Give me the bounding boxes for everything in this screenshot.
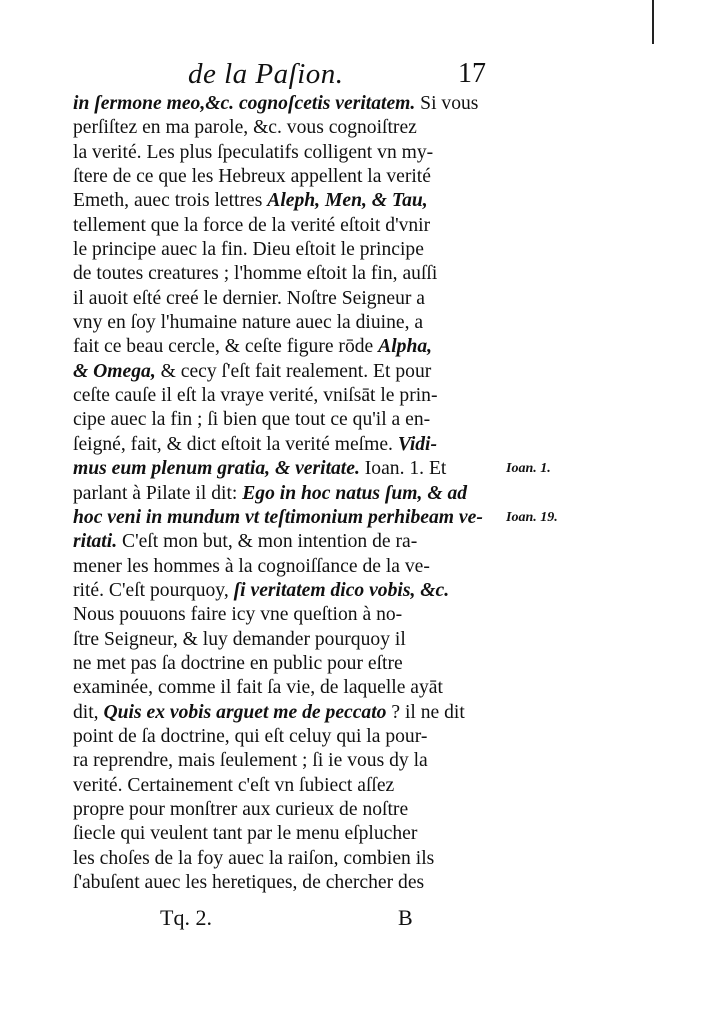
text-run: cipe auec la fin ; ſi bien que tout ce qu'il a en- [73, 409, 431, 431]
text-run: perſiſtez en ma parole, &c. vous cognoiſtrez [73, 117, 417, 139]
text-run: de toutes creatures ; l'homme eſtoit la fin, auſſi [73, 263, 438, 285]
text-run: rité. C'eſt pourquoy, [73, 579, 234, 601]
italic-quote: Alpha, [378, 336, 433, 358]
text-line [73, 335, 501, 359]
italic-quote: & Omega, [73, 360, 156, 382]
text-run: tellement que la force de la verité eſtoit d'vnir [73, 214, 431, 236]
text-line [73, 189, 501, 213]
text-run: ? il ne dit [386, 701, 465, 723]
text-line [73, 530, 501, 554]
text-line [73, 701, 501, 725]
text-line [73, 482, 501, 506]
italic-quote: mus eum plenum gratia, & veritate. [73, 458, 360, 480]
text-run: mener les hommes à la cognoiſſance de la ve- [73, 555, 430, 577]
text-line [73, 384, 501, 408]
text-run: C'eſt mon but, & mon intention de ra- [117, 531, 418, 553]
text-run: parlant à Pilate il dit: [73, 482, 243, 504]
text-run: propre pour monſtrer aux curieux de noſtre [73, 798, 409, 820]
text-run: point de ſa doctrine, qui eſt celuy qui la pour- [73, 725, 428, 747]
text-line [73, 214, 501, 238]
text-line [73, 360, 501, 384]
italic-quote: ſi veritatem dico vobis, &c. [233, 579, 450, 601]
text-run: Nous pouuons faire icy vne queſtion à no- [73, 604, 403, 626]
text-line [73, 287, 501, 311]
text-run: ſ'abuſent auec les heretiques, de chercher des [73, 872, 425, 893]
text-run: ſeigné, fait, & dict eſtoit la verité meſme. [73, 433, 398, 455]
text-line [73, 408, 501, 432]
text-line [73, 262, 501, 286]
signature-mark-left: Tq. 2. [160, 905, 212, 930]
margin-note: Ioan. 1. [506, 461, 551, 477]
italic-quote: Quis ex vobis arguet me de peccato [103, 701, 387, 723]
text-run: Si vous [415, 93, 479, 114]
text-run: Emeth, auec trois lettres [73, 190, 268, 212]
page-number: 17 [458, 58, 486, 89]
text-run: les choſes de la foy auec la raiſon, combien ils [73, 847, 435, 869]
text-run: ra reprendre, mais ſeulement ; ſi ie vous dy la [73, 750, 428, 772]
italic-quote: Aleph, Men, & Tau, [267, 190, 428, 212]
text-line [73, 822, 501, 846]
text-run: la verité. Les plus ſpeculatifs colligent vn my- [73, 141, 434, 163]
text-run: ſtre Seigneur, & luy demander pourquoy il [73, 628, 406, 650]
text-run: ne met pas ſa doctrine en public pour eſtre [73, 652, 403, 674]
italic-quote: Ego in hoc natus ſum, & ad [242, 482, 468, 504]
text-line [73, 725, 501, 749]
text-line [73, 774, 501, 798]
italic-quote: Vidi- [397, 433, 438, 455]
text-run: fait ce beau cercle, & ceſte figure rōde [73, 336, 379, 358]
signature-mark-right: B [398, 905, 413, 930]
text-line [73, 457, 501, 481]
text-line [73, 749, 501, 773]
page-header [184, 58, 494, 92]
text-line [73, 628, 501, 652]
text-line [73, 141, 501, 165]
italic-quote: ritati. [73, 531, 118, 553]
text-line [73, 798, 501, 822]
text-line [73, 555, 501, 579]
text-run: le principe auec la fin. Dieu eſtoit le principe [73, 239, 424, 261]
text-run: examinée, comme il fait ſa vie, de laquelle ayāt [73, 677, 443, 699]
text-line [73, 676, 501, 700]
text-line [73, 506, 501, 530]
text-line [73, 871, 501, 895]
running-head: de la Paſion. [188, 58, 344, 90]
text-line [73, 579, 501, 603]
text-line [73, 92, 501, 116]
italic-quote: in ſermone meo,&c. cognoſcetis veritatem. [73, 93, 416, 114]
page-edge-rule [652, 0, 654, 44]
body-text [73, 92, 501, 895]
text-run: Ioan. 1. Et [359, 458, 447, 480]
text-run: ſiecle qui veulent tant par le menu eſplucher [73, 823, 418, 845]
text-line [73, 165, 501, 189]
text-line [73, 847, 501, 871]
text-run: il auoit eſté creé le dernier. Noſtre Seigneur a [73, 287, 425, 309]
text-run: ſtere de ce que les Hebreux appellent la verité [73, 166, 431, 188]
text-line [73, 311, 501, 335]
text-line [73, 652, 501, 676]
text-run: vny en ſoy l'humaine nature auec la diuine, a [73, 312, 424, 334]
text-line [73, 116, 501, 140]
text-run: dit, [73, 701, 104, 723]
text-run: & cecy ſ'eſt fait realement. Et pour [155, 360, 432, 382]
margin-note: Ioan. 19. [506, 509, 558, 525]
text-run: verité. Certainement c'eſt vn ſubiect aſſez [73, 774, 395, 796]
text-run: ceſte cauſe il eſt la vraye verité, vniſsāt le prin- [73, 385, 438, 407]
text-line [73, 238, 501, 262]
italic-quote: hoc veni in mundum vt teſtimonium perhibeam ve- [73, 506, 483, 528]
text-line [73, 603, 501, 627]
text-line [73, 433, 501, 457]
